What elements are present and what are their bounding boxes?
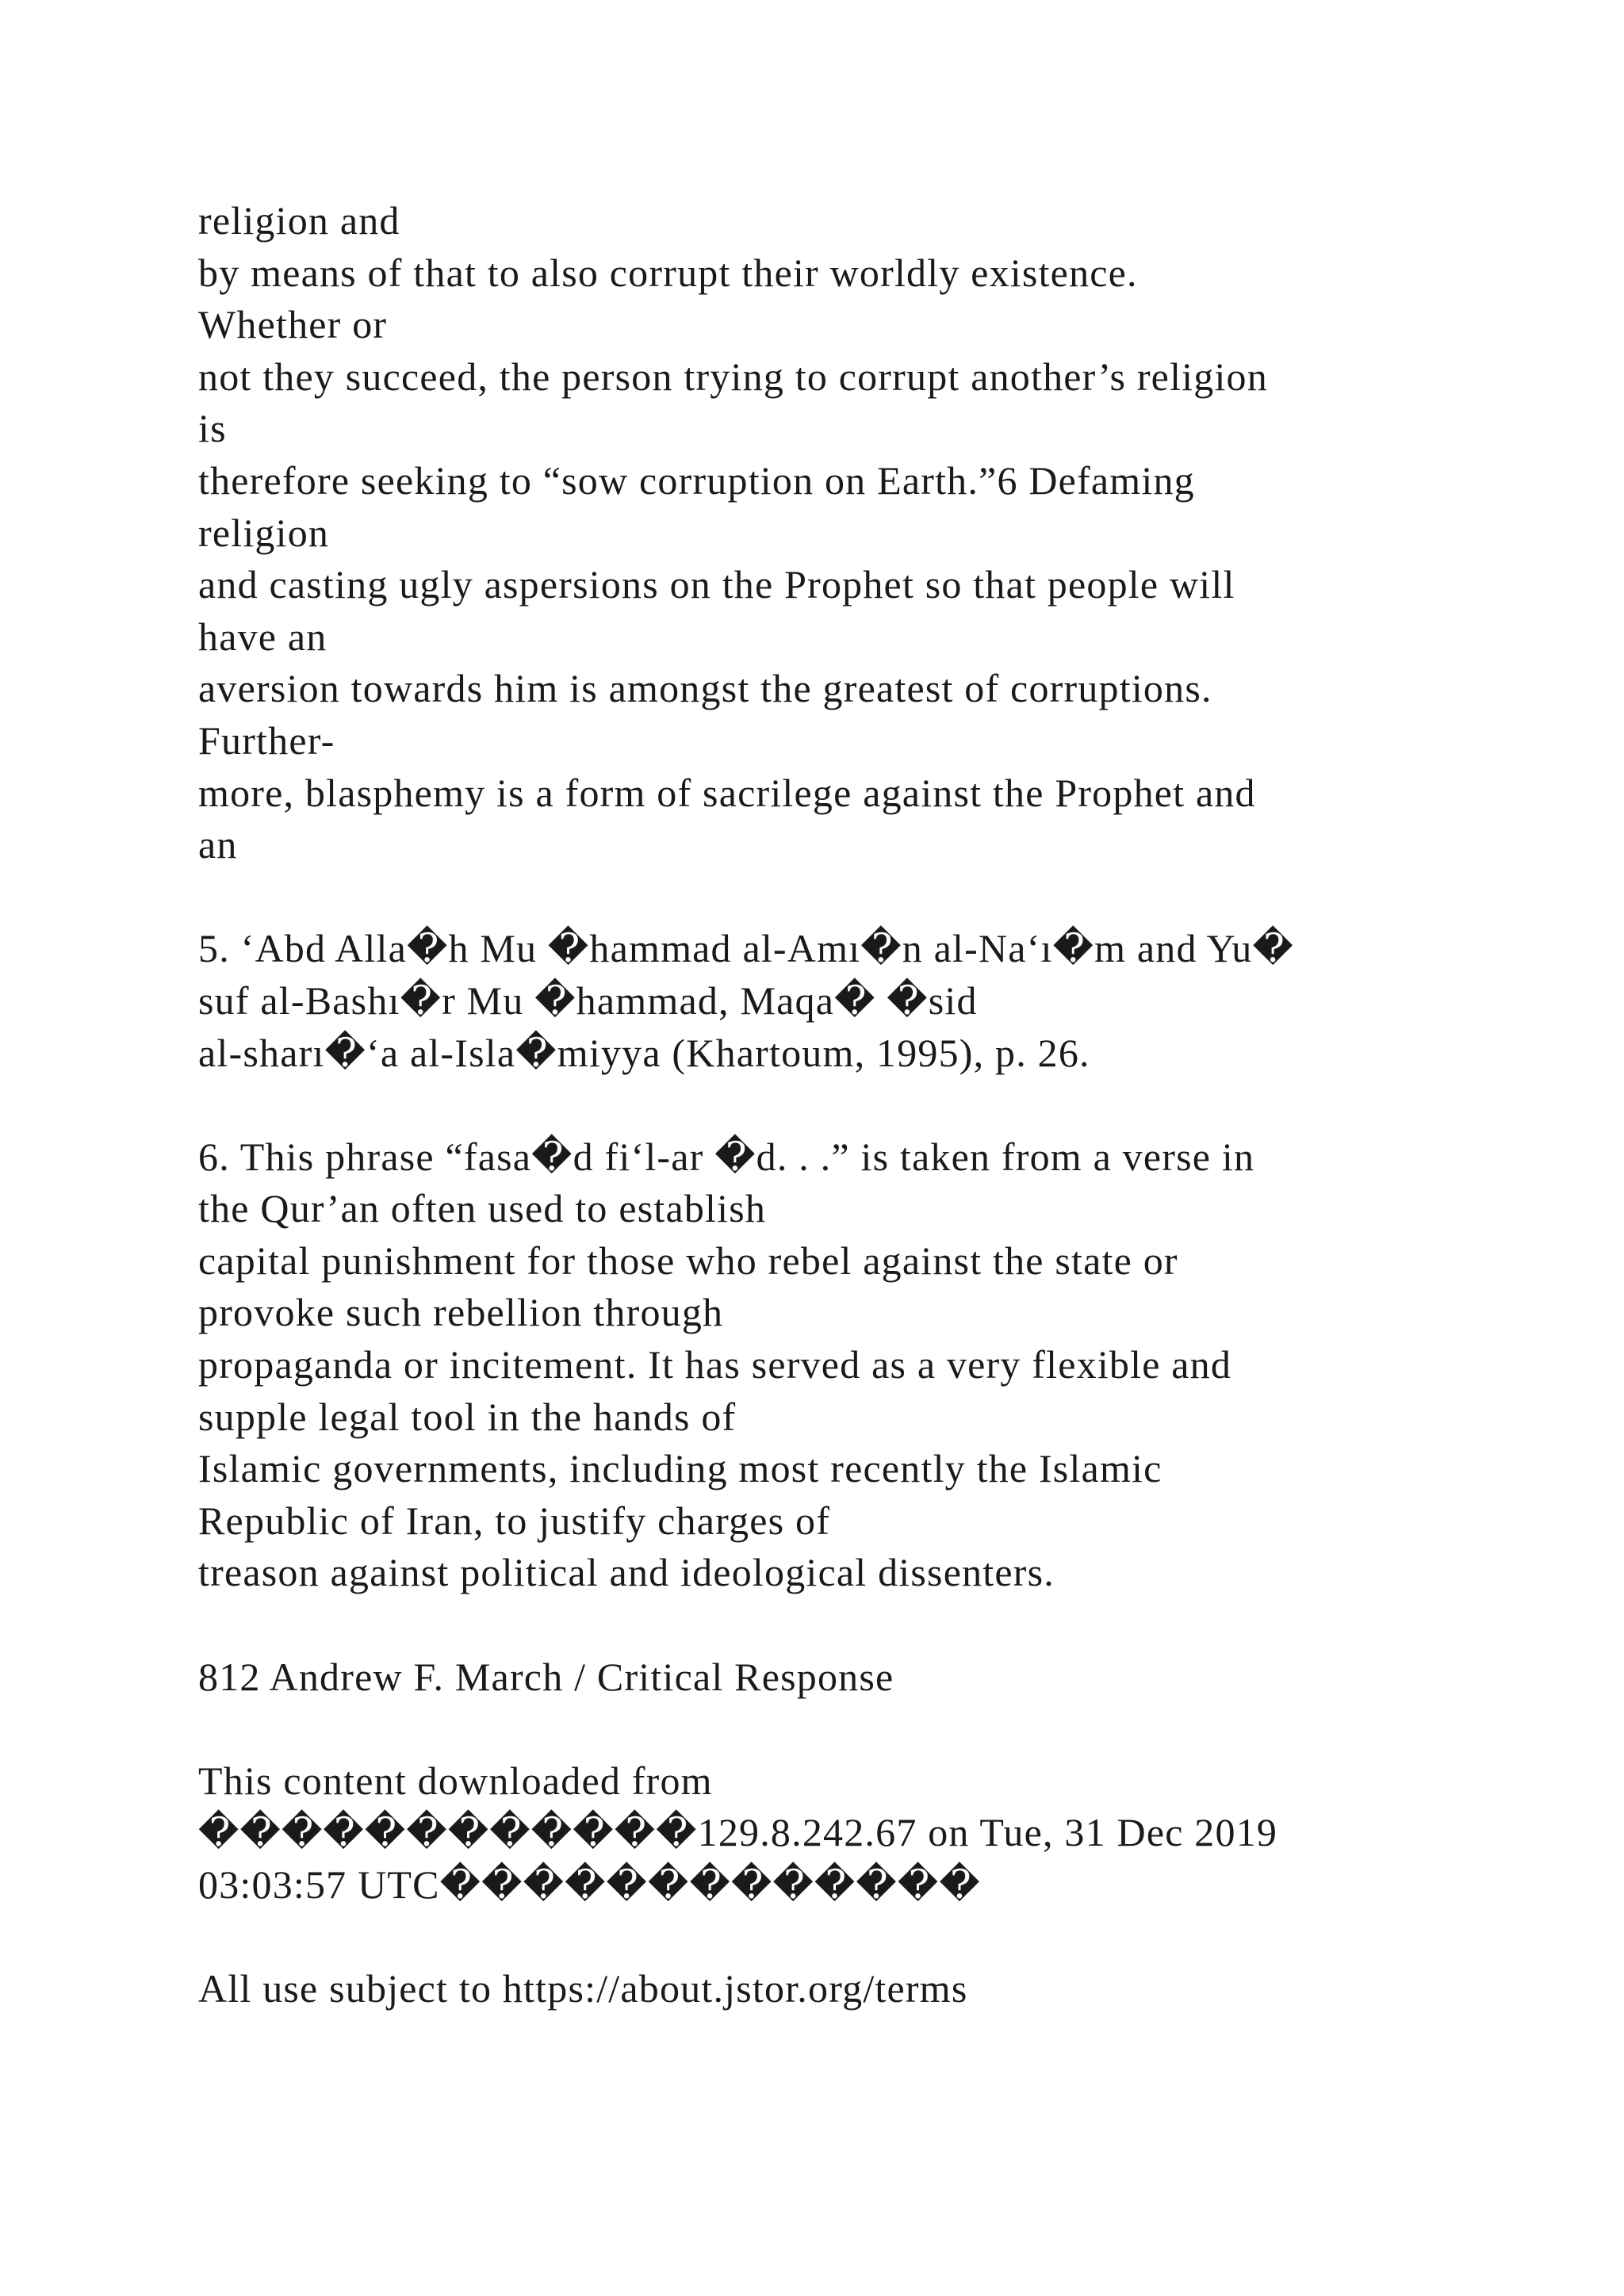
- body-line: Whether or: [198, 302, 388, 347]
- body-line: religion and: [198, 198, 400, 243]
- body-line: and casting ugly aspersions on the Prophet so that people will: [198, 562, 1235, 607]
- footnote-line: Republic of Iran, to justify charges of: [198, 1498, 831, 1543]
- terms-notice: All use subject to https://about.jstor.org/terms: [198, 1966, 968, 2011]
- footnote-line: supple legal tool in the hands of: [198, 1394, 737, 1439]
- download-notice-line: This content downloaded from: [198, 1758, 713, 1803]
- body-line: have an: [198, 614, 327, 659]
- body-line: religion: [198, 510, 330, 555]
- footnote-line: provoke such rebellion through: [198, 1290, 724, 1335]
- body-paragraph: [198, 195, 1562, 871]
- footnote-6: [198, 1131, 1562, 1599]
- footnote-line: 6. This phrase “fasa�d fi‘l-ar �d. . .” is taken from a verse in: [198, 1134, 1255, 1179]
- running-footer: 812 Andrew F. March / Critical Response: [198, 1654, 894, 1699]
- body-line: therefore seeking to “sow corruption on Earth.”6 Defaming: [198, 457, 1195, 503]
- body-line: aversion towards him is amongst the greatest of corruptions.: [198, 666, 1212, 711]
- download-notice-line: 03:03:57 UTC�������������: [198, 1862, 981, 1907]
- body-line: an: [198, 822, 238, 867]
- spacer: [198, 871, 1562, 924]
- footnote-line: suf al-Bashı�r Mu �hammad, Maqa� �sid: [198, 978, 978, 1023]
- body-line: more, blasphemy is a form of sacrilege against the Prophet and: [198, 770, 1256, 815]
- footnote-line: the Qur’an often used to establish: [198, 1186, 767, 1231]
- body-line: not they succeed, the person trying to corrupt another’s religion: [198, 354, 1268, 399]
- footnote-line: capital punishment for those who rebel against the state or: [198, 1238, 1178, 1283]
- spacer: [198, 1599, 1562, 1651]
- footnote-line: treason against political and ideological dissenters.: [198, 1550, 1055, 1595]
- body-line: by means of that to also corrupt their worldly existence.: [198, 250, 1138, 295]
- download-notice-line: ������������129.8.242.67 on Tue, 31 Dec 2019: [198, 1810, 1278, 1855]
- footnote-line: 5. ‘Abd Alla�h Mu �hammad al-Amı�n al-Na‘ı�m and Yu�: [198, 926, 1294, 971]
- spacer: [198, 1079, 1562, 1131]
- document-page: [198, 195, 1562, 2015]
- spacer: [198, 1703, 1562, 1755]
- footnote-line: al-sharı�‘a al-Isla�miyya (Khartoum, 1995), p. 26.: [198, 1030, 1090, 1075]
- footnote-line: Islamic governments, including most recently the Islamic: [198, 1446, 1162, 1491]
- body-line: Further-: [198, 718, 335, 763]
- body-line: is: [198, 406, 227, 451]
- footnote-line: propaganda or incitement. It has served as a very flexible and: [198, 1342, 1232, 1387]
- spacer: [198, 1911, 1562, 1964]
- download-notice: [198, 1755, 1562, 1911]
- footnote-5: [198, 923, 1562, 1079]
